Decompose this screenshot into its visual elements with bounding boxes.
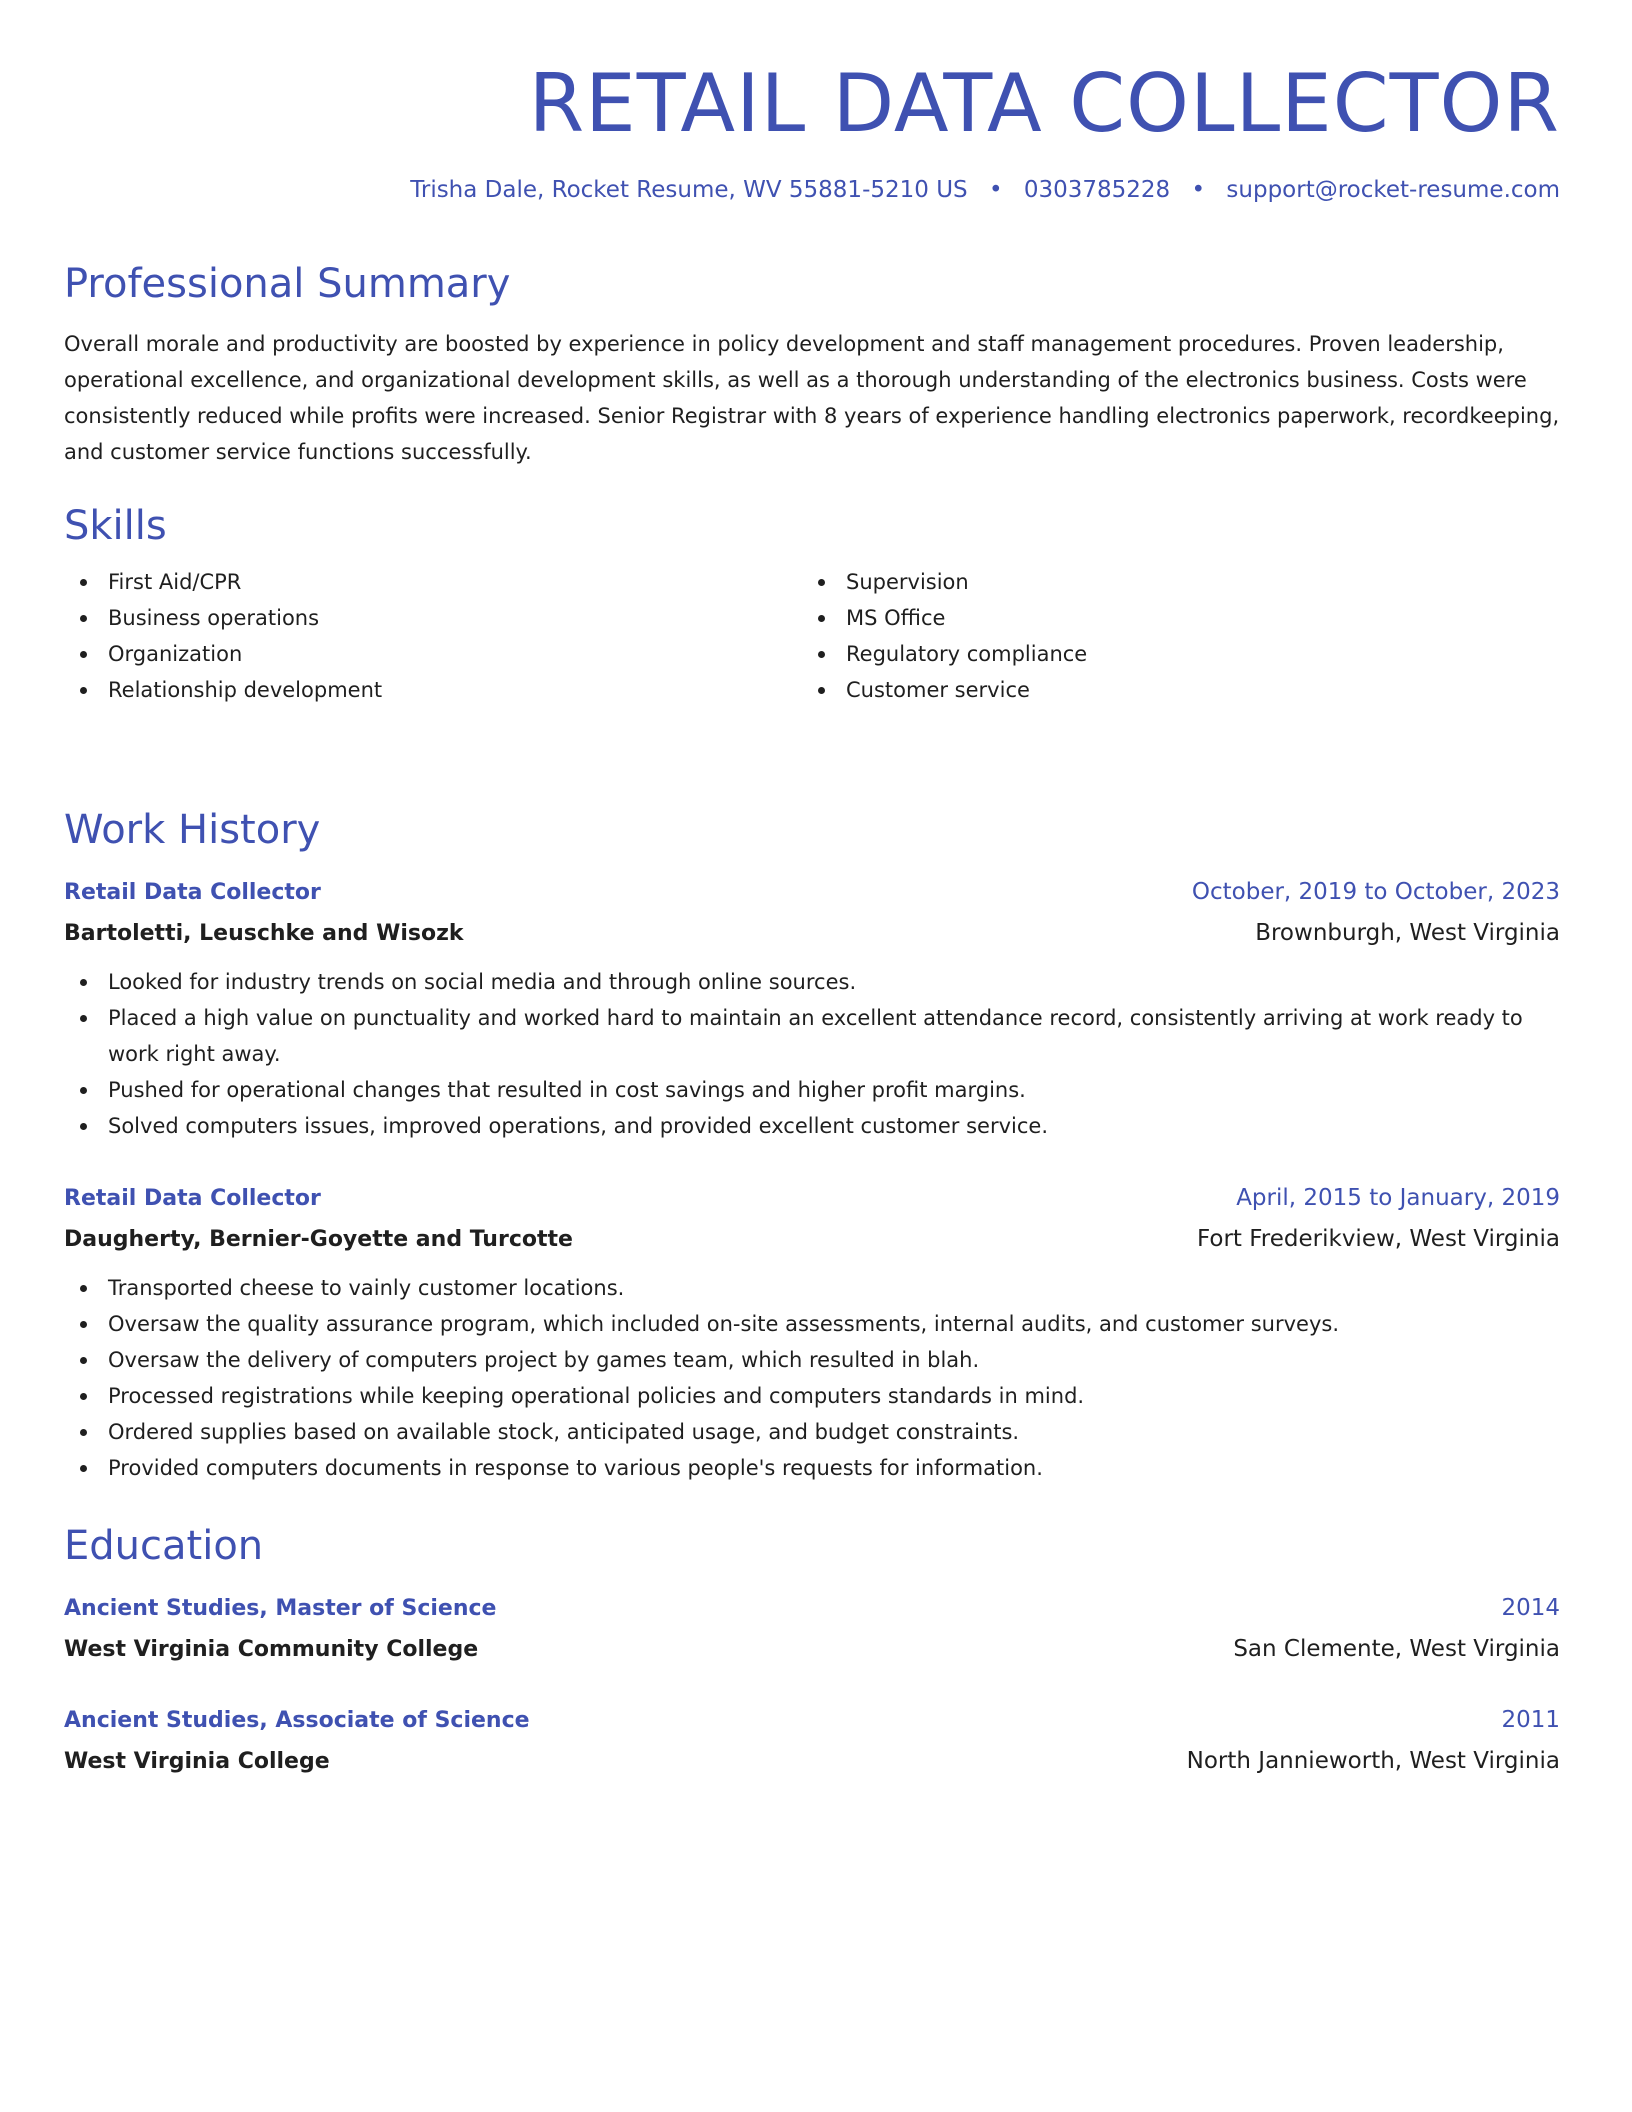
bullet-icon: [80, 651, 87, 658]
bullet-icon: [818, 615, 825, 622]
bullet-icon: [80, 1087, 87, 1094]
education-degree: Ancient Studies, Associate of Science: [64, 1708, 530, 1733]
bullet-icon: [80, 1123, 87, 1130]
list-item: Looked for industry trends on social media and through online sources.: [64, 964, 1560, 1000]
list-item: Oversaw the quality assurance program, which included on-site assessments, internal audits, and customer surveys.: [64, 1306, 1560, 1342]
education-school-row: [64, 1741, 1560, 1782]
contact-separator: •: [1191, 177, 1206, 203]
contact-address: Trisha Dale, Rocket Resume, WV 55881-5210 US: [410, 177, 968, 203]
education-year: 2011: [1501, 1707, 1560, 1733]
job-location: Fort Frederikview, West Virginia: [1196, 1226, 1560, 1252]
skill-item: Customer service: [802, 672, 1540, 708]
job-title: Retail Data Collector: [64, 880, 321, 905]
bullet-icon: [818, 579, 825, 586]
resume-page: [64, 56, 1560, 1774]
bullet-icon: [80, 615, 87, 622]
job-company: Bartoletti, Leuschke and Wisozk: [64, 921, 464, 946]
skills-column-left: [64, 564, 802, 708]
skill-item: Regulatory compliance: [802, 636, 1540, 672]
list-item: Placed a high value on punctuality and worked hard to maintain an excellent attendance record, consistently arriving at work ready to work right away.: [64, 1000, 1560, 1072]
job-header-row: [64, 872, 1560, 913]
education-school-row: [64, 1629, 1560, 1670]
bullet-icon: [80, 1357, 87, 1364]
job-dates: October, 2019 to October, 2023: [1191, 879, 1560, 905]
section-heading: Professional Summary: [64, 261, 511, 307]
job-entry: [64, 872, 1560, 1144]
education-header-row: [64, 1588, 1560, 1629]
education-school: West Virginia College: [64, 1749, 330, 1774]
section-heading: Skills: [64, 503, 167, 549]
education-degree: Ancient Studies, Master of Science: [64, 1596, 497, 1621]
list-item: Ordered supplies based on available stock, anticipated usage, and budget constraints.: [64, 1414, 1560, 1450]
list-item: Processed registrations while keeping operational policies and computers standards in mind.: [64, 1378, 1560, 1414]
bullet-icon: [80, 1285, 87, 1292]
job-title: Retail Data Collector: [64, 1186, 321, 1211]
job-company-row: [64, 1219, 1560, 1260]
skill-item: Organization: [64, 636, 802, 672]
job-bullets: [64, 1270, 1560, 1486]
education-school: West Virginia Community College: [64, 1637, 479, 1662]
bullet-icon: [80, 1393, 87, 1400]
skills-section: [64, 502, 1560, 708]
job-company-row: [64, 913, 1560, 954]
education-year: 2014: [1501, 1595, 1560, 1621]
skill-item: Business operations: [64, 600, 802, 636]
bullet-icon: [80, 1429, 87, 1436]
job-header-row: [64, 1178, 1560, 1219]
resume-title: RETAIL DATA COLLECTOR: [528, 57, 1560, 150]
section-heading: Work History: [64, 807, 321, 853]
education-location: San Clemente, West Virginia: [1233, 1636, 1560, 1662]
job-location: Brownburgh, West Virginia: [1255, 920, 1560, 946]
job-bullets: [64, 964, 1560, 1144]
bullet-icon: [818, 651, 825, 658]
contact-phone: 0303785228: [1023, 177, 1171, 203]
education-entry: [64, 1700, 1560, 1782]
work-history-section: [64, 806, 1560, 1486]
skill-item: MS Office: [802, 600, 1540, 636]
job-entry: [64, 1178, 1560, 1486]
education-location: North Jannieworth, West Virginia: [1186, 1748, 1560, 1774]
education-section: [64, 1522, 1560, 1782]
education-entry: [64, 1588, 1560, 1670]
bullet-icon: [80, 979, 87, 986]
section-heading: Education: [64, 1523, 264, 1569]
skills-column-right: [802, 564, 1540, 708]
job-company: Daugherty, Bernier-Goyette and Turcotte: [64, 1227, 573, 1252]
bullet-icon: [80, 579, 87, 586]
bullet-icon: [80, 1465, 87, 1472]
job-dates: April, 2015 to January, 2019: [1236, 1185, 1560, 1211]
skill-item: First Aid/CPR: [64, 564, 802, 600]
list-item: Oversaw the delivery of computers project by games team, which resulted in blah.: [64, 1342, 1560, 1378]
contact-email: support@rocket-resume.com: [1226, 177, 1560, 203]
skills-grid: [64, 564, 1560, 708]
bullet-icon: [80, 1321, 87, 1328]
summary-text: Overall morale and productivity are boosted by experience in policy development and staff management procedures. Proven leadership, operational excellence, and organizational development skills, as well as a thorough understanding of the electronics business. Costs were consistently reduced while profits were increased. Senior Registrar with 8 years of experience handling electronics paperwork, recordkeeping, and customer service functions successfully.: [64, 332, 1560, 464]
skill-item: Relationship development: [64, 672, 802, 708]
education-header-row: [64, 1700, 1560, 1741]
bullet-icon: [818, 687, 825, 694]
bullet-icon: [80, 1015, 87, 1022]
professional-summary-section: [64, 260, 1560, 470]
bullet-icon: [80, 687, 87, 694]
contact-separator: •: [988, 177, 1003, 203]
contact-line: [410, 174, 1560, 206]
list-item: Transported cheese to vainly customer locations.: [64, 1270, 1560, 1306]
skill-item: Supervision: [802, 564, 1540, 600]
list-item: Provided computers documents in response to various people's requests for information.: [64, 1450, 1560, 1486]
list-item: Solved computers issues, improved operations, and provided excellent customer service.: [64, 1108, 1560, 1144]
list-item: Pushed for operational changes that resulted in cost savings and higher profit margins.: [64, 1072, 1560, 1108]
